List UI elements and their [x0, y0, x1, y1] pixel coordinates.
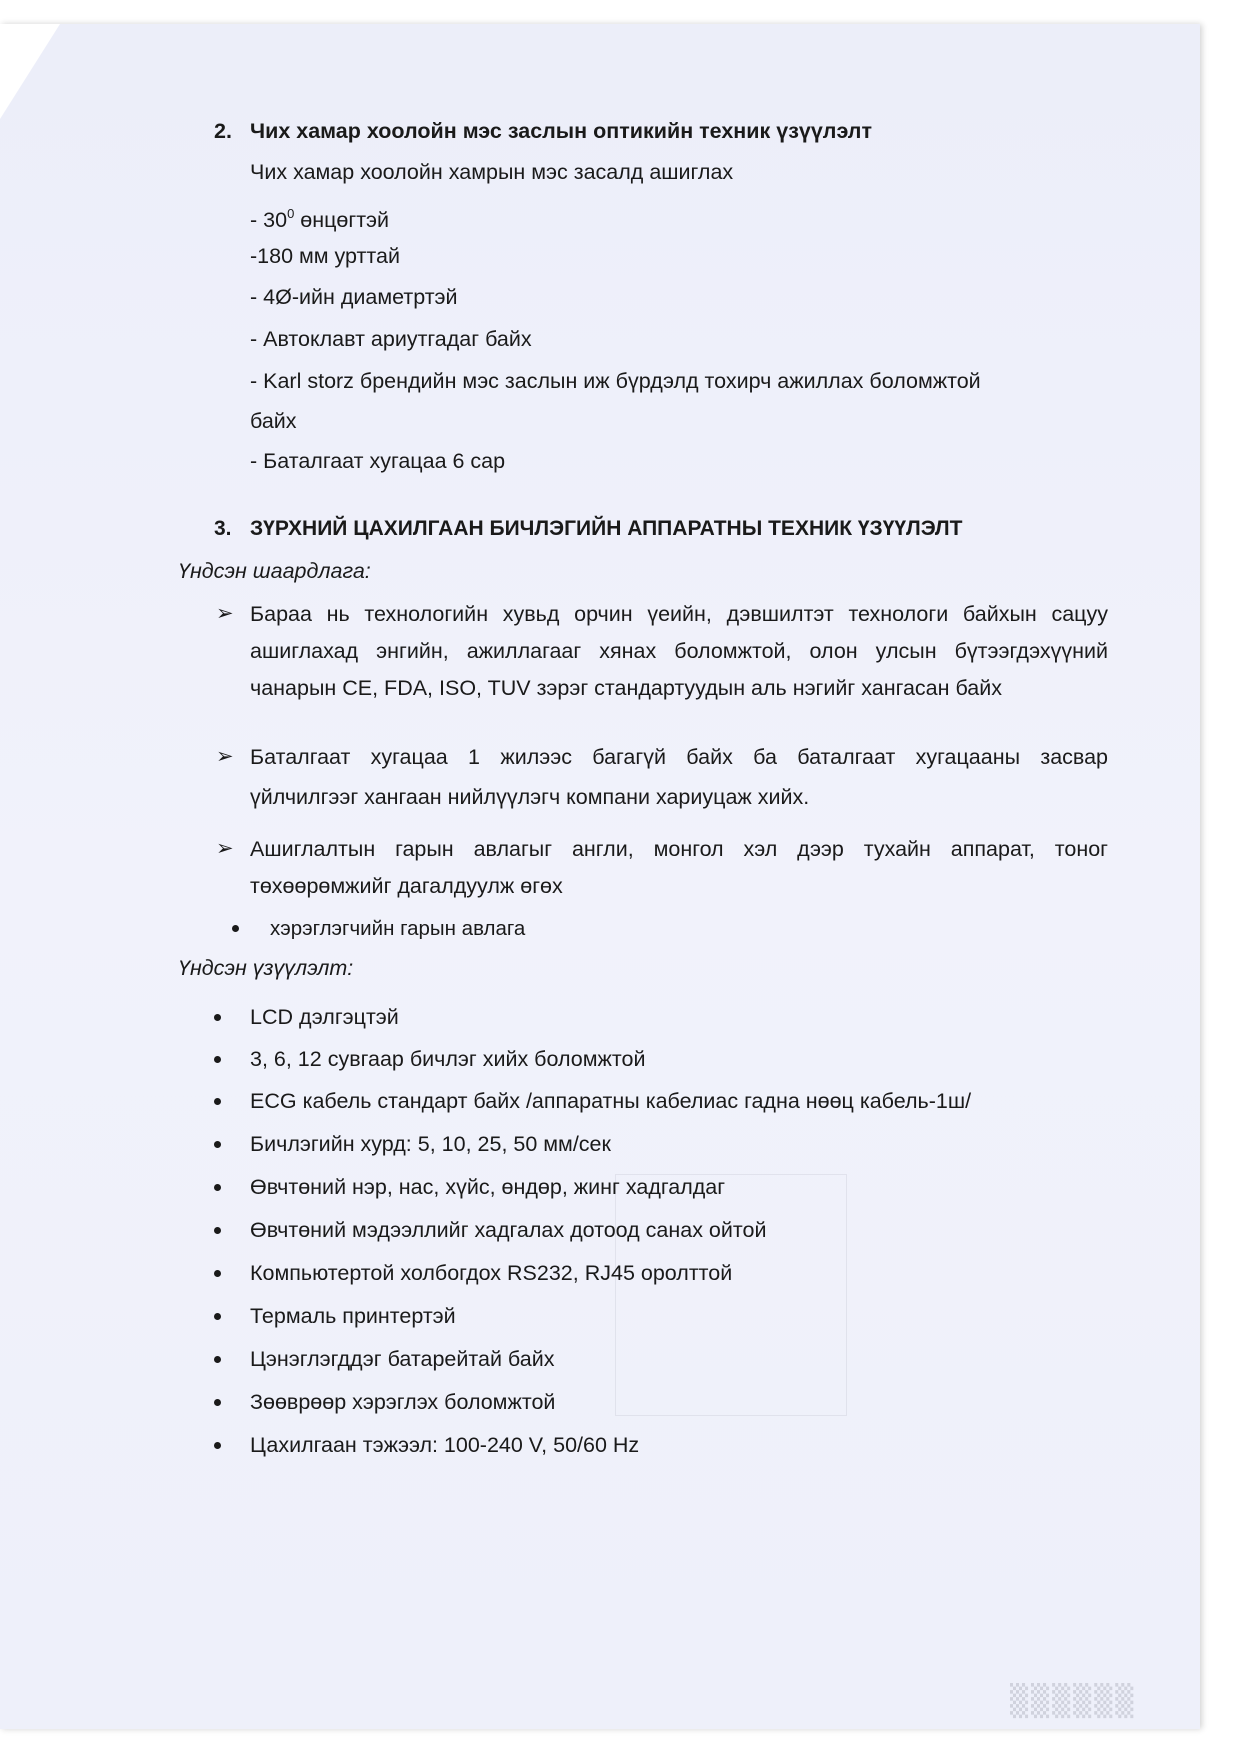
requirement-1-line-3: чанарын CE, FDA, ISO, TUV зэрэг стандартуудын аль нэгийг хангасан байх: [250, 676, 1002, 700]
requirement-3-line-2: төхөөрөмжийг дагалдуулж өгөх: [250, 874, 563, 898]
section2-item-compatibility: - Karl storz брендийн мэс заслын иж бүрдэлд тохирч ажиллах боломжтой: [250, 369, 981, 393]
requirement-3-line-1: Ашиглалтын гарын авлагыг англи, монгол хэл дээр тухайн аппарат, тоног: [250, 837, 1108, 861]
requirement-1-line-2: ашиглахад энгийн, ажиллагааг хянах боломжтой, олон улсын бүтээгдэхүүний: [250, 639, 1108, 663]
section3-heading: [214, 516, 963, 542]
bullet-icon: [214, 1399, 221, 1406]
arrow-bullet-icon: ➢: [216, 745, 234, 768]
folded-corner: [0, 24, 60, 119]
bleed-through-stamp: [615, 1174, 847, 1416]
spec-item: LCD дэлгэцтэй: [250, 1005, 399, 1029]
bleed-through-page-number: ▒▒▒▒▒▒: [1010, 1684, 1137, 1719]
bullet-icon: [214, 1442, 221, 1449]
section3-title: ЗҮРХНИЙ ЦАХИЛГААН БИЧЛЭГИЙН АППАРАТНЫ ТЕХНИК ҮЗҮҮЛЭЛТ: [250, 517, 963, 540]
requirement-1-line-1: Бараа нь технологийн хувьд орчин үеийн, дэвшилтэт технологи байхын сацуу: [250, 602, 1108, 626]
spec-item: Компьютертой холбогдох RS232, RJ45 оролттой: [250, 1261, 733, 1285]
spec-item: ECG кабель стандарт байх /аппаратны кабелиас гадна нөөц кабель-1ш/: [250, 1089, 972, 1113]
spec-item: Цахилгаан тэжээл: 100-240 V, 50/60 Hz: [250, 1433, 640, 1457]
section2-item-angle: - $30^0$ өнцөгтэй: [250, 206, 390, 232]
specs-heading: Үндсэн үзүүлэлт:: [178, 956, 354, 980]
spec-item: Цэнэглэгддэг батарейтай байх: [250, 1347, 555, 1371]
spec-item: Зөөврөөр хэрэглэх боломжтой: [250, 1390, 556, 1414]
bullet-icon: [214, 1014, 221, 1021]
section2-item-autoclave: - Автоклавт ариутгадаг байх: [250, 327, 532, 351]
bullet-icon: [214, 1141, 221, 1148]
requirement-2-line-2: үйлчилгээг хангаан нийлүүлэгч компани хариуцаж хийх.: [250, 785, 810, 809]
section2-item-diameter: - 4Ø-ийн диаметртэй: [250, 285, 458, 309]
bullet-icon: [214, 1313, 221, 1320]
spec-item: Термаль принтертэй: [250, 1304, 456, 1328]
manual-item: хэрэглэгчийн гарын авлага: [270, 917, 526, 940]
bullet-icon: [214, 1227, 221, 1234]
arrow-bullet-icon: ➢: [216, 837, 234, 860]
requirement-2-line-1: Баталгаат хугацаа 1 жилээс багагүй байх ба баталгаат хугацааны засвар: [250, 745, 1108, 769]
bullet-icon: [214, 1098, 221, 1105]
section2-item-compatibility-cont: байх: [250, 409, 297, 433]
arrow-bullet-icon: ➢: [216, 602, 234, 625]
spec-item: 3, 6, 12 сувгаар бичлэг хийх боломжтой: [250, 1047, 646, 1071]
bullet-icon: [214, 1356, 221, 1363]
section3-number: 3.: [214, 517, 232, 540]
bullet-icon: [214, 1184, 221, 1191]
document-page: [0, 24, 1200, 1729]
requirements-heading: Үндсэн шаардлага:: [178, 559, 371, 583]
spec-item: Өвчтөний нэр, нас, хүйс, өндөр, жинг хадгалдаг: [250, 1175, 726, 1199]
section2-item-length: -180 мм урттай: [250, 244, 400, 268]
section2-number: 2.: [214, 119, 232, 143]
section2-intro: Чих хамар хоолойн хамрын мэс засалд ашиглах: [250, 160, 734, 184]
section2-heading: [214, 118, 872, 144]
bullet-icon: [232, 925, 239, 932]
section2-title: Чих хамар хоолойн мэс заслын оптикийн техник үзүүлэлт: [250, 119, 872, 143]
bullet-icon: [214, 1270, 221, 1277]
spec-item: Өвчтөний мэдээллийг хадгалах дотоод санах ойтой: [250, 1218, 767, 1242]
bullet-icon: [214, 1056, 221, 1063]
section2-item-warranty: - Баталгаат хугацаа 6 сар: [250, 449, 506, 473]
spec-item: Бичлэгийн хурд: 5, 10, 25, 50 мм/сек: [250, 1132, 611, 1156]
